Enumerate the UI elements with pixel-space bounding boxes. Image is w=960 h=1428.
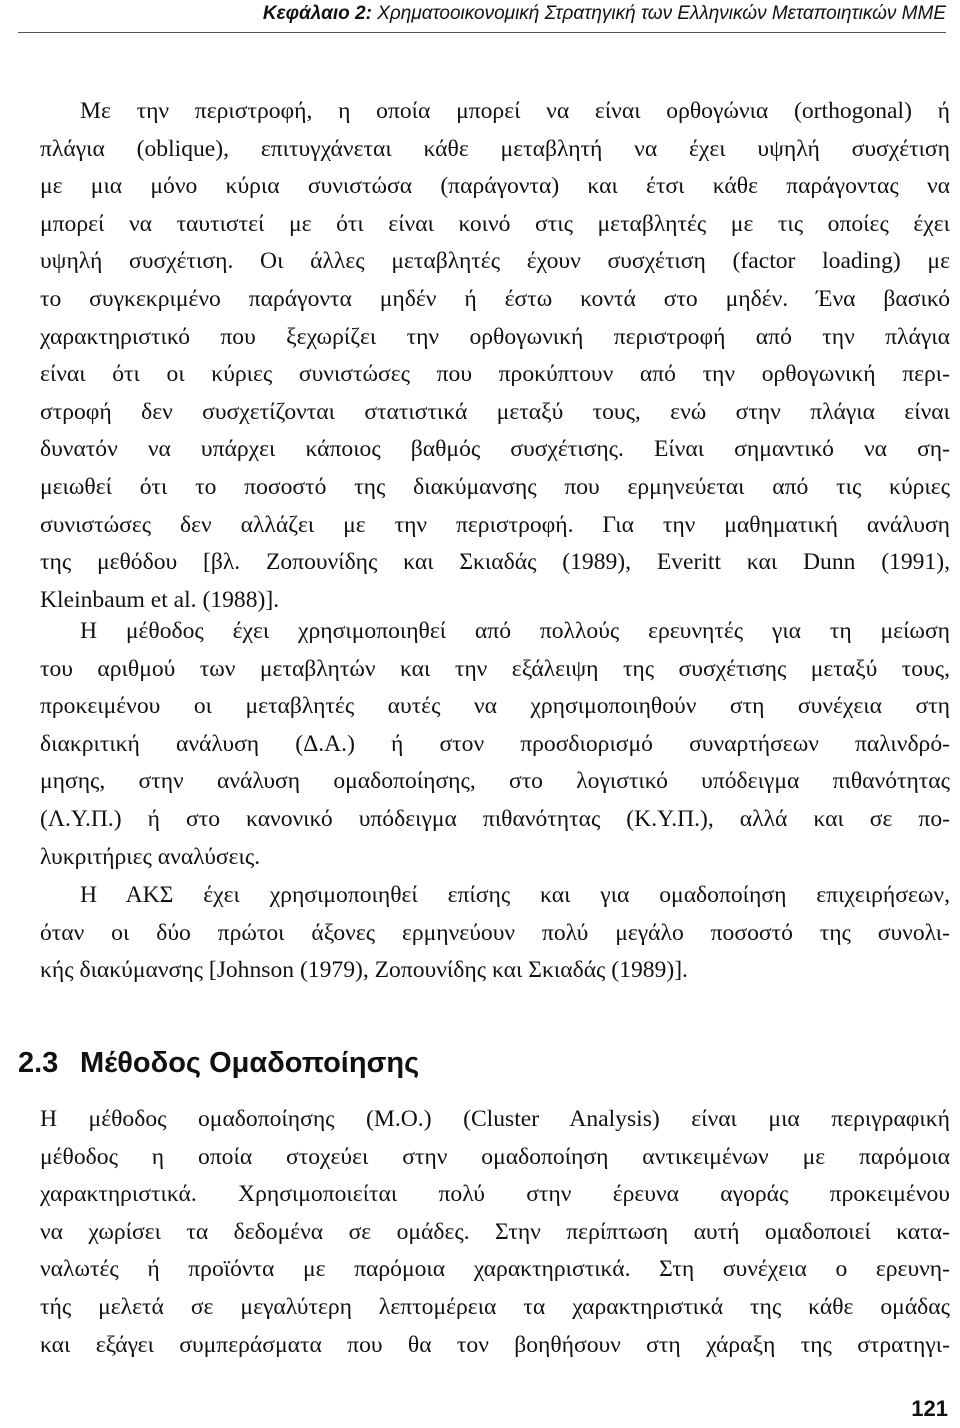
paragraph-rotation bbox=[40, 93, 950, 619]
text-line: διακριτική ανάλυση (Δ.Α.) ή στον προσδιορισμό συναρτήσεων παλινδρό- bbox=[40, 730, 950, 757]
paragraph-method-usage bbox=[40, 613, 950, 876]
text-line: Με την περιστροφή, η οποία μπορεί να είναι ορθογώνια (orthogonal) ή bbox=[80, 98, 950, 124]
text-line: Kleinbaum et al. (1988)]. bbox=[40, 586, 280, 613]
text-line: ναλωτές ή προϊόντα με παρόμοια χαρακτηριστικά. Στη συνέχεια ο ερευνη- bbox=[40, 1256, 950, 1283]
text-line: (Λ.Υ.Π.) ή στο κανονικό υπόδειγμα πιθανότητας (Κ.Υ.Π.), αλλά και σε πο- bbox=[40, 805, 950, 832]
paragraph-aks bbox=[40, 877, 950, 990]
text-line: μησης, στην ανάλυση ομαδοποίησης, στο λογιστικό υπόδειγμα πιθανότητας bbox=[40, 768, 950, 795]
text-line: το συγκεκριμένο παράγοντα μηδέν ή έστω κοντά στο μηδέν. Ένα βασικό bbox=[40, 285, 950, 312]
text-line: χαρακτηριστικά. Χρησιμοποιείται πολύ στην έρευνα αγοράς προκειμένου bbox=[40, 1181, 950, 1208]
text-line: και εξάγει συμπεράσματα που θα τον βοηθήσουν στη χάραξη της στρατηγι- bbox=[40, 1331, 950, 1358]
chapter-label: Κεφάλαιο 2: bbox=[262, 3, 372, 24]
text-line: μειωθεί ότι το ποσοστό της διακύμανσης που ερμηνεύεται από τις κύριες bbox=[40, 473, 950, 500]
header-rule bbox=[18, 32, 946, 33]
running-header bbox=[263, 2, 946, 26]
text-line: συνιστώσες δεν αλλάζει με την περιστροφή. Για την μαθηματική ανάλυση bbox=[40, 511, 950, 538]
text-line: πλάγια (oblique), επιτυγχάνεται κάθε μεταβλητή να έχει υψηλή συσχέτιση bbox=[40, 135, 950, 162]
text-line: λυκριτήριες αναλύσεις. bbox=[40, 843, 261, 870]
text-line: προκειμένου οι μεταβλητές αυτές να χρησιμοποιηθούν στη συνέχεια στη bbox=[40, 693, 950, 720]
text-line: όταν οι δύο πρώτοι άξονες ερμηνεύουν πολύ μεγάλο ποσοστό της συνολι- bbox=[40, 919, 950, 946]
text-line: Η μέθοδος ομαδοποίησης (Μ.Ο.) (Cluster Analysis) είναι μια περιγραφική bbox=[40, 1106, 950, 1132]
text-line: τής μελετά σε μεγαλύτερη λεπτομέρεια τα χαρακτηριστικά της κάθε ομάδας bbox=[40, 1293, 950, 1320]
chapter-title: Χρηματοοικονομική Στρατηγική των Ελληνικών Μεταποιητικών ΜΜΕ bbox=[377, 3, 946, 24]
section-number: 2.3 bbox=[18, 1047, 59, 1079]
text-line: της μεθόδου [βλ. Ζοπουνίδης και Σκιαδάς (1989), Everitt και Dunn (1991), bbox=[40, 549, 950, 576]
text-line: κής διακύμανσης [Johnson (1979), Ζοπουνίδης και Σκιαδάς (1989)]. bbox=[40, 957, 688, 984]
text-line: μπορεί να ταυτιστεί με ότι είναι κοινό στις μεταβλητές με τις οποίες έχει bbox=[40, 210, 950, 237]
section-title: Μέθοδος Ομαδοποίησης bbox=[80, 1047, 420, 1079]
section-heading bbox=[18, 1043, 419, 1083]
paragraph-cluster-analysis bbox=[40, 1101, 950, 1364]
text-line: χαρακτηριστικό που ξεχωρίζει την ορθογωνική περιστροφή από την πλάγια bbox=[40, 323, 950, 350]
text-line: είναι ότι οι κύριες συνιστώσες που προκύπτουν από την ορθογωνική περι- bbox=[40, 361, 950, 388]
text-line: δυνατόν να υπάρχει κάποιος βαθμός συσχέτισης. Είναι σημαντικό να ση- bbox=[40, 436, 950, 463]
text-line: με μια μόνο κύρια συνιστώσα (παράγοντα) και έτσι κάθε παράγοντας να bbox=[40, 173, 950, 200]
text-line: Η μέθοδος έχει χρησιμοποιηθεί από πολλούς ερευνητές για τη μείωση bbox=[80, 618, 950, 644]
text-line: υψηλή συσχέτιση. Οι άλλες μεταβλητές έχουν συσχέτιση (factor loading) με bbox=[40, 248, 950, 275]
text-line: στροφή δεν συσχετίζονται στατιστικά μεταξύ τους, ενώ στην πλάγια είναι bbox=[40, 398, 950, 425]
text-line: να χωρίσει τα δεδομένα σε ομάδες. Στην περίπτωση αυτή ομαδοποιεί κατα- bbox=[40, 1218, 950, 1245]
page-number: 121 bbox=[911, 1396, 948, 1421]
text-line: του αριθμού των μεταβλητών και την εξάλειψη της συσχέτισης μεταξύ τους, bbox=[40, 655, 950, 682]
text-line: Η ΑΚΣ έχει χρησιμοποιηθεί επίσης και για ομαδοποίηση επιχειρήσεων, bbox=[80, 882, 950, 908]
text-line: μέθοδος η οποία στοχεύει στην ομαδοποίηση αντικειμένων με παρόμοια bbox=[40, 1143, 950, 1170]
